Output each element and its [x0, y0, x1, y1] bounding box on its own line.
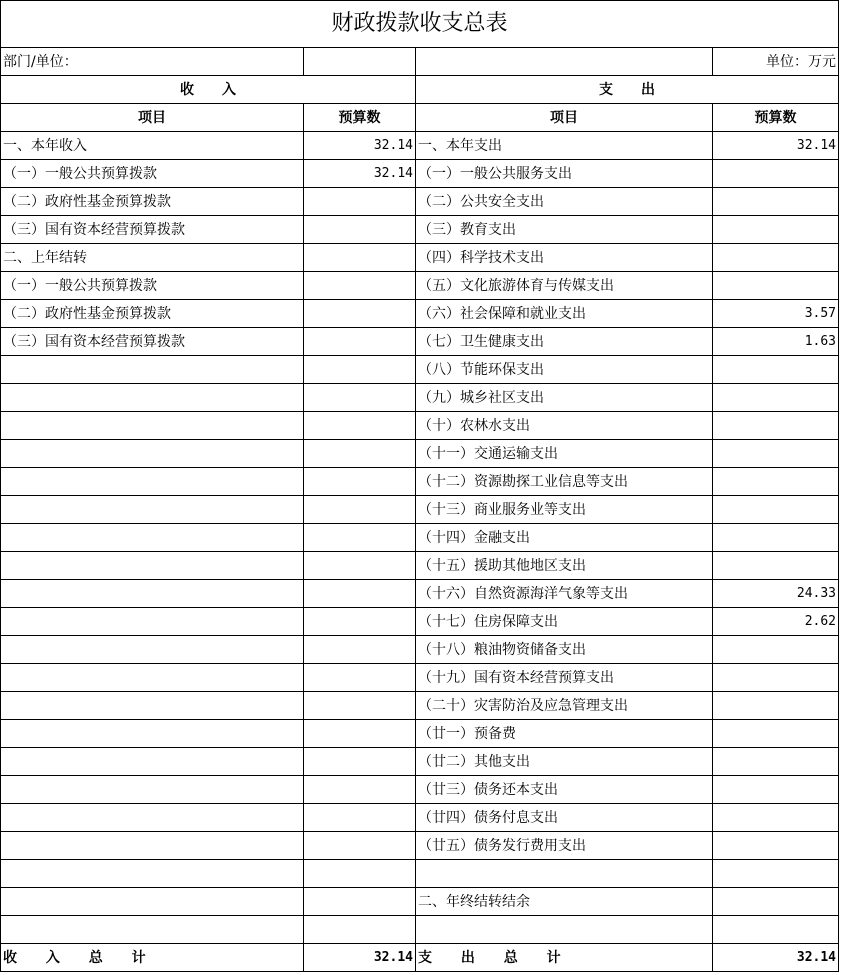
income-item-cell: （三）国有资本经营预算拨款: [1, 216, 304, 244]
table-row: [1, 272, 839, 300]
expense-item-cell: （廿一）预备费: [416, 720, 713, 748]
expense-total-value: 32.14: [713, 944, 839, 972]
income-budget-cell: [304, 216, 416, 244]
expense-item-cell: （廿五）债务发行费用支出: [416, 832, 713, 860]
table-row: [1, 132, 839, 160]
table-row: [1, 552, 839, 580]
expense-budget-cell: [713, 468, 839, 496]
expense-item-cell: （三）教育支出: [416, 216, 713, 244]
expense-budget-cell: [713, 664, 839, 692]
table-row: [1, 496, 839, 524]
meta-row: [1, 48, 839, 76]
expense-item-cell: （六）社会保障和就业支出: [416, 300, 713, 328]
meta-empty: [416, 48, 713, 76]
income-item-cell: [1, 496, 304, 524]
income-budget-cell: [304, 328, 416, 356]
income-budget-cell: [304, 468, 416, 496]
expense-item-cell: （廿三）债务还本支出: [416, 776, 713, 804]
income-item-cell: 二、上年结转: [1, 244, 304, 272]
table-row: [1, 468, 839, 496]
dept-value: [304, 48, 416, 76]
expense-item-cell: （十五）援助其他地区支出: [416, 552, 713, 580]
income-budget-cell: [304, 440, 416, 468]
expense-budget-cell: [713, 720, 839, 748]
income-budget-cell: [304, 608, 416, 636]
income-item-cell: [1, 412, 304, 440]
income-item-cell: （三）国有资本经营预算拨款: [1, 328, 304, 356]
expense-item-cell: （四）科学技术支出: [416, 244, 713, 272]
expense-item-cell: （七）卫生健康支出: [416, 328, 713, 356]
table-row: [1, 916, 839, 944]
expense-budget-cell: 1.63: [713, 328, 839, 356]
expense-budget-cell: 32.14: [713, 132, 839, 160]
table-row: [1, 860, 839, 888]
income-item-cell: [1, 440, 304, 468]
income-item-cell: [1, 580, 304, 608]
income-item-cell: [1, 692, 304, 720]
table-row: [1, 524, 839, 552]
totals-row: [1, 944, 839, 972]
income-budget-cell: [304, 916, 416, 944]
expense-budget-cell: [713, 188, 839, 216]
expense-item-cell: （廿四）债务付息支出: [416, 804, 713, 832]
income-item-cell: （一）一般公共预算拨款: [1, 272, 304, 300]
table-row: [1, 216, 839, 244]
expense-budget-cell: [713, 244, 839, 272]
dept-label: 部门/单位：: [1, 48, 304, 76]
income-item-cell: [1, 804, 304, 832]
income-budget-cell: [304, 384, 416, 412]
income-item-cell: [1, 608, 304, 636]
expense-item-cell: [416, 860, 713, 888]
income-budget-cell: [304, 776, 416, 804]
income-budget-header: 预算数: [304, 104, 416, 132]
income-item-cell: [1, 832, 304, 860]
table-row: [1, 188, 839, 216]
income-budget-cell: [304, 496, 416, 524]
expense-budget-cell: [713, 804, 839, 832]
income-item-cell: 一、本年收入: [1, 132, 304, 160]
expense-budget-cell: [713, 636, 839, 664]
expense-budget-cell: [713, 776, 839, 804]
income-budget-cell: [304, 692, 416, 720]
income-budget-cell: [304, 720, 416, 748]
expense-item-cell: [416, 916, 713, 944]
expense-budget-cell: [713, 832, 839, 860]
income-budget-cell: [304, 272, 416, 300]
income-item-cell: [1, 664, 304, 692]
expense-item-cell: （十二）资源勘探工业信息等支出: [416, 468, 713, 496]
expense-item-cell: （八）节能环保支出: [416, 356, 713, 384]
income-item-cell: （一）一般公共预算拨款: [1, 160, 304, 188]
table-row: [1, 328, 839, 356]
expense-budget-cell: [713, 160, 839, 188]
expense-item-cell: （二十）灾害防治及应急管理支出: [416, 692, 713, 720]
expense-budget-header: 预算数: [713, 104, 839, 132]
income-section-header: 收 入: [1, 76, 416, 104]
expense-item-cell: 二、年终结转结余: [416, 888, 713, 916]
expense-budget-cell: 2.62: [713, 608, 839, 636]
expense-item-cell: （十九）国有资本经营预算支出: [416, 664, 713, 692]
page-title: 财政拨款收支总表: [1, 1, 839, 48]
expense-budget-cell: [713, 412, 839, 440]
expense-section-header: 支 出: [416, 76, 839, 104]
section-row: [1, 76, 839, 104]
income-budget-cell: [304, 860, 416, 888]
expense-budget-cell: [713, 916, 839, 944]
income-item-cell: [1, 916, 304, 944]
income-item-cell: （二）政府性基金预算拨款: [1, 188, 304, 216]
table-row: [1, 636, 839, 664]
expense-budget-cell: [713, 384, 839, 412]
table-row: [1, 244, 839, 272]
table-row: [1, 608, 839, 636]
table-row: [1, 804, 839, 832]
income-budget-cell: [304, 524, 416, 552]
income-total-label: 收 入 总 计: [1, 944, 304, 972]
income-item-cell: [1, 720, 304, 748]
income-item-cell: [1, 888, 304, 916]
table-row: [1, 888, 839, 916]
income-budget-cell: [304, 188, 416, 216]
income-budget-cell: [304, 804, 416, 832]
expense-budget-cell: [713, 524, 839, 552]
income-budget-cell: [304, 580, 416, 608]
expense-item-cell: （廿二）其他支出: [416, 748, 713, 776]
income-item-cell: [1, 468, 304, 496]
income-budget-cell: [304, 636, 416, 664]
table-row: [1, 832, 839, 860]
income-item-cell: [1, 384, 304, 412]
table-row: [1, 412, 839, 440]
expense-item-cell: （十四）金融支出: [416, 524, 713, 552]
table-row: [1, 160, 839, 188]
table-row: [1, 748, 839, 776]
expense-item-cell: （二）公共安全支出: [416, 188, 713, 216]
expense-budget-cell: [713, 692, 839, 720]
expense-item-cell: （十一）交通运输支出: [416, 440, 713, 468]
income-budget-cell: [304, 412, 416, 440]
income-budget-cell: [304, 748, 416, 776]
income-budget-cell: [304, 552, 416, 580]
income-item-header: 项目: [1, 104, 304, 132]
table-row: [1, 692, 839, 720]
expense-item-cell: （十八）粮油物资储备支出: [416, 636, 713, 664]
income-item-cell: [1, 636, 304, 664]
column-header-row: [1, 104, 839, 132]
expense-budget-cell: [713, 496, 839, 524]
expense-item-header: 项目: [416, 104, 713, 132]
table-row: [1, 384, 839, 412]
table-row: [1, 664, 839, 692]
expense-item-cell: （十七）住房保障支出: [416, 608, 713, 636]
expense-budget-cell: [713, 888, 839, 916]
expense-item-cell: （十三）商业服务业等支出: [416, 496, 713, 524]
expense-budget-cell: [713, 748, 839, 776]
income-budget-cell: [304, 244, 416, 272]
income-budget-cell: 32.14: [304, 132, 416, 160]
expense-total-label: 支 出 总 计: [416, 944, 713, 972]
expense-budget-cell: [713, 860, 839, 888]
table-row: [1, 776, 839, 804]
table-row: [1, 720, 839, 748]
expense-item-cell: （十）农林水支出: [416, 412, 713, 440]
table-row: [1, 580, 839, 608]
income-item-cell: [1, 552, 304, 580]
income-item-cell: [1, 356, 304, 384]
income-item-cell: [1, 776, 304, 804]
unit-label: 单位：万元: [713, 48, 839, 76]
expense-budget-cell: 24.33: [713, 580, 839, 608]
income-budget-cell: 32.14: [304, 160, 416, 188]
income-budget-cell: [304, 664, 416, 692]
income-budget-cell: [304, 356, 416, 384]
expense-budget-cell: [713, 552, 839, 580]
table-row: [1, 300, 839, 328]
income-item-cell: （二）政府性基金预算拨款: [1, 300, 304, 328]
table-row: [1, 440, 839, 468]
expense-budget-cell: [713, 216, 839, 244]
income-item-cell: [1, 524, 304, 552]
income-budget-cell: [304, 832, 416, 860]
expense-item-cell: （九）城乡社区支出: [416, 384, 713, 412]
income-budget-cell: [304, 300, 416, 328]
expense-item-cell: 一、本年支出: [416, 132, 713, 160]
table-row: [1, 356, 839, 384]
expense-budget-cell: [713, 356, 839, 384]
expense-budget-cell: [713, 440, 839, 468]
income-total-value: 32.14: [304, 944, 416, 972]
expense-item-cell: （五）文化旅游体育与传媒支出: [416, 272, 713, 300]
title-row: [1, 1, 839, 48]
income-item-cell: [1, 860, 304, 888]
expense-budget-cell: 3.57: [713, 300, 839, 328]
income-item-cell: [1, 748, 304, 776]
expense-budget-cell: [713, 272, 839, 300]
expense-item-cell: （一）一般公共服务支出: [416, 160, 713, 188]
expense-item-cell: （十六）自然资源海洋气象等支出: [416, 580, 713, 608]
income-budget-cell: [304, 888, 416, 916]
